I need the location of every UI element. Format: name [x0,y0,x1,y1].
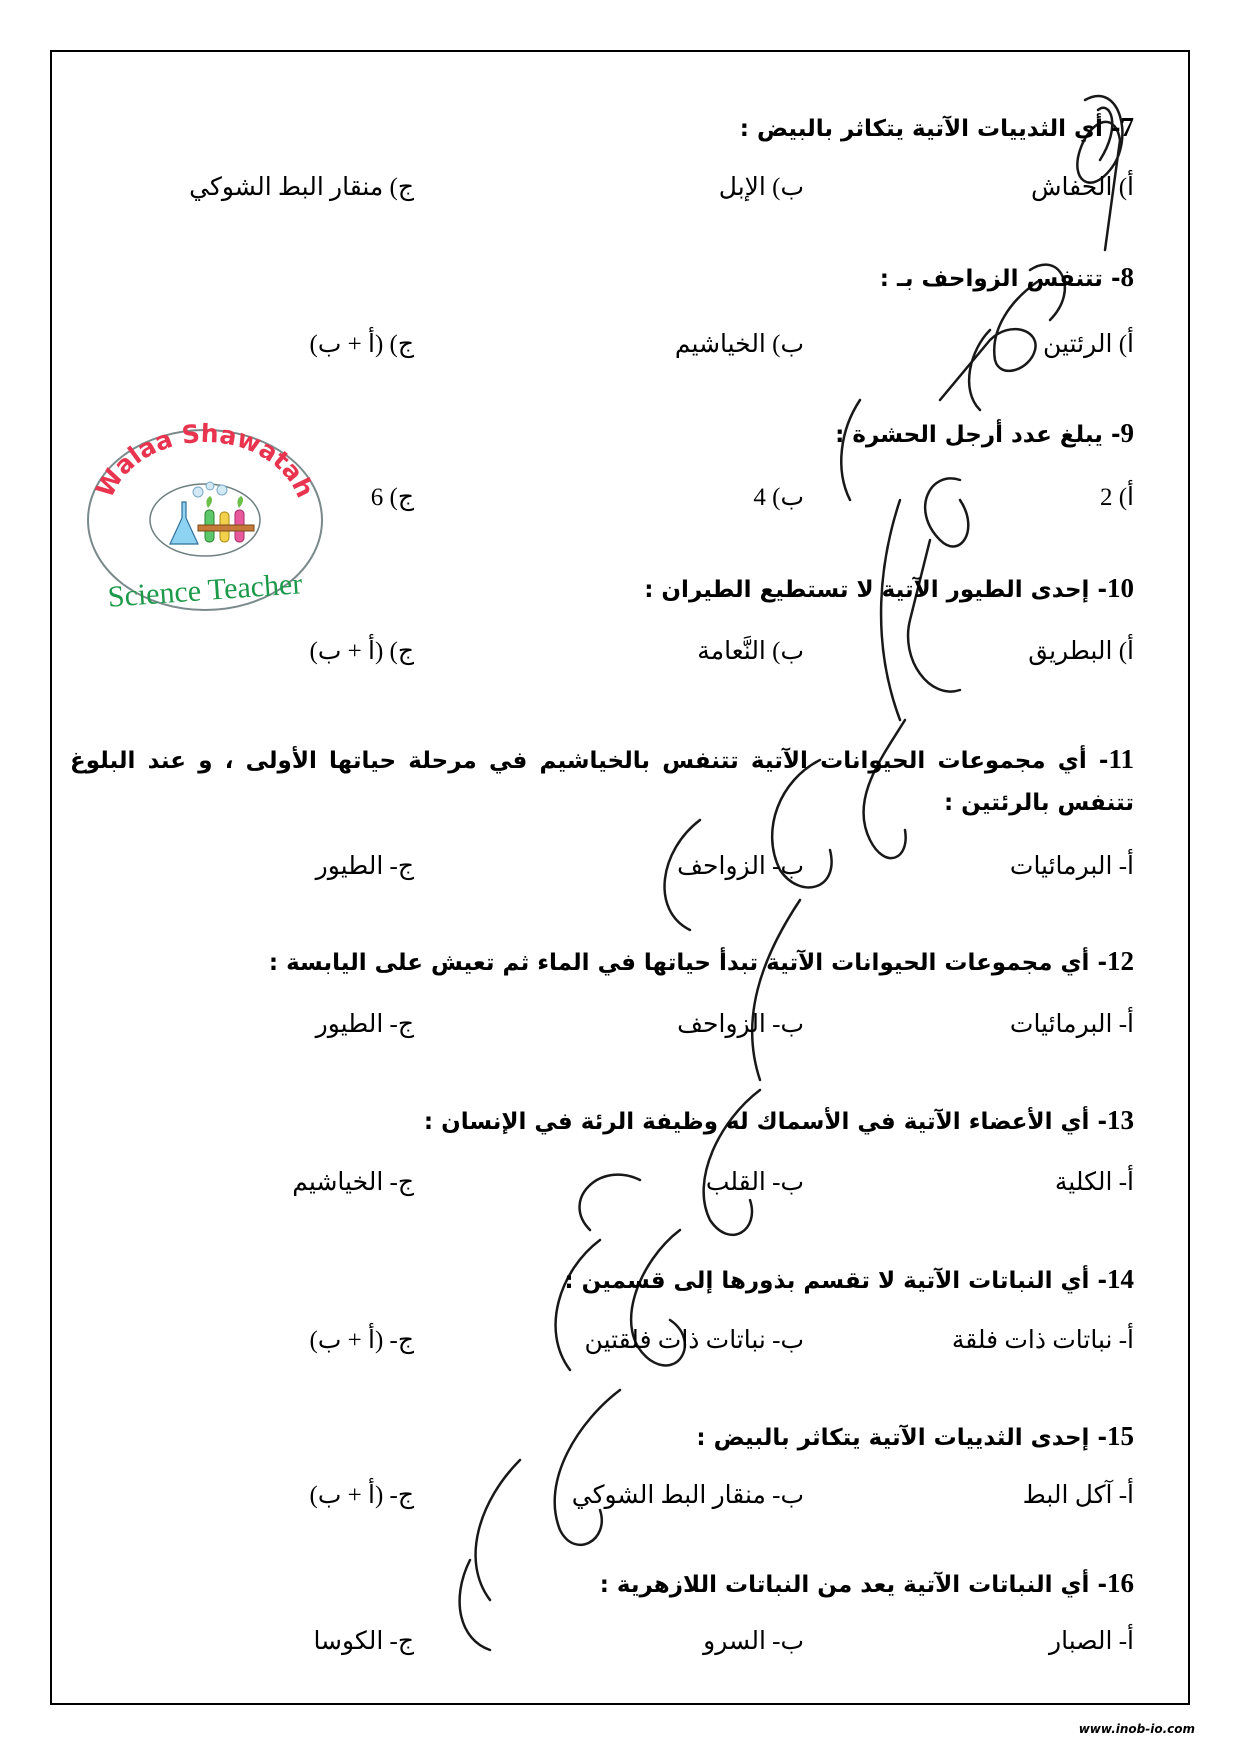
option-b[interactable]: ب- الزواحف [677,1011,804,1038]
option-c[interactable]: ج- الطيور [315,853,414,880]
option-b[interactable]: ب- السرو [703,1628,804,1655]
option-b[interactable]: ب- منقار البط الشوكي [571,1482,804,1509]
question-text: - أي مجموعات الحيوانات الآتية تتنفس بالخياشيم في مرحلة حياتها الأولى ، و عند البلوغ تتنفس بالرئتين : [70,748,1134,816]
option-b[interactable]: ب) الإبل [718,174,804,201]
question-text: - إحدى الثدييات الآتية يتكاثر بالبيض : [696,1425,1107,1451]
option-c[interactable]: ج- الخياشيم [292,1169,414,1196]
option-c[interactable]: ج- الطيور [315,1011,414,1038]
logo-top-text: Walaa Shawatah [90,420,320,503]
question-text: - أي الأعضاء الآتية في الأسماك له وظيفة الرئة في الإنسان : [423,1109,1107,1135]
question-13 [70,1099,1134,1143]
option-c[interactable]: ج- الكوسا [313,1628,414,1655]
question-16 [70,1562,1134,1606]
options-12 [70,1003,1134,1047]
question-15 [70,1415,1134,1459]
question-text: - أي الثدييات الآتية يتكاثر بالبيض : [739,116,1121,142]
option-a[interactable]: أ- الكلية [1054,1169,1134,1196]
option-c[interactable]: ج) (أ + ب) [309,331,414,358]
question-number: 16 [1107,1568,1134,1598]
question-number: 7 [1120,112,1134,142]
option-c[interactable]: ج- (أ + ب) [309,1482,414,1509]
question-number: 11 [1108,744,1134,774]
options-15 [70,1474,1134,1518]
question-number: 13 [1107,1105,1134,1135]
options-16 [70,1620,1134,1664]
question-14 [70,1258,1134,1302]
option-b[interactable]: ب) النَّعامة [697,638,804,665]
option-b[interactable]: ب- الزواحف [677,853,804,880]
question-text: - يبلغ عدد أرجل الحشرة : [835,422,1121,448]
question-number: 12 [1107,946,1134,976]
question-12 [70,940,1134,984]
lab-glassware-icon [150,482,260,556]
option-a[interactable]: أ) 2 [1099,484,1134,511]
option-c[interactable]: ج) منقار البط الشوكي [189,174,414,201]
option-a[interactable]: أ- الصبار [1049,1628,1134,1655]
question-number: 10 [1107,573,1134,603]
question-8 [70,256,1134,300]
option-c[interactable]: ج) (أ + ب) [309,638,414,665]
question-11 [70,738,1134,824]
options-11 [70,845,1134,889]
teacher-logo [80,420,330,620]
question-number: 14 [1107,1264,1134,1294]
option-a[interactable]: أ) البطريق [1028,638,1134,665]
question-number: 9 [1120,418,1134,448]
option-b[interactable]: ب- نباتات ذات فلقتين [584,1327,804,1354]
option-a[interactable]: أ- البرمائيات [1009,853,1134,880]
logo-bottom-text: Science Teacher [106,567,304,614]
option-b[interactable]: ب) 4 [753,484,804,511]
option-a[interactable]: أ) الرئتين [1043,331,1134,358]
option-a[interactable]: أ- البرمائيات [1009,1011,1134,1038]
question-number: 8 [1120,262,1134,292]
question-number: 15 [1107,1421,1134,1451]
question-text: - أي النباتات الآتية لا تقسم بذورها إلى قسمين : [564,1268,1107,1294]
options-13 [70,1161,1134,1205]
question-text: - إحدى الطيور الآتية لا تستطيع الطيران : [644,577,1107,603]
option-c[interactable]: ج- (أ + ب) [309,1327,414,1354]
option-b[interactable]: ب- القلب [705,1169,804,1196]
option-b[interactable]: ب) الخياشيم [674,331,804,358]
option-a[interactable]: أ) الخفاش [1030,174,1134,201]
options-10 [70,630,1134,674]
option-a[interactable]: أ- نباتات ذات فلقة [951,1327,1134,1354]
question-7 [70,106,1134,150]
question-text: - أي مجموعات الحيوانات الآتية تبدأ حياتها في الماء ثم تعيش على اليابسة : [268,950,1107,976]
option-a[interactable]: أ- آكل البط [1022,1482,1134,1509]
footer-url[interactable]: www.inob-io.com [1078,1722,1195,1736]
question-text: - أي النباتات الآتية يعد من النباتات اللازهرية : [599,1572,1107,1598]
options-8 [70,323,1134,367]
question-text: - تتنفس الزواحف بـ : [879,266,1121,292]
options-7 [70,166,1134,210]
options-14 [70,1319,1134,1363]
option-c[interactable]: ج) 6 [370,484,414,511]
